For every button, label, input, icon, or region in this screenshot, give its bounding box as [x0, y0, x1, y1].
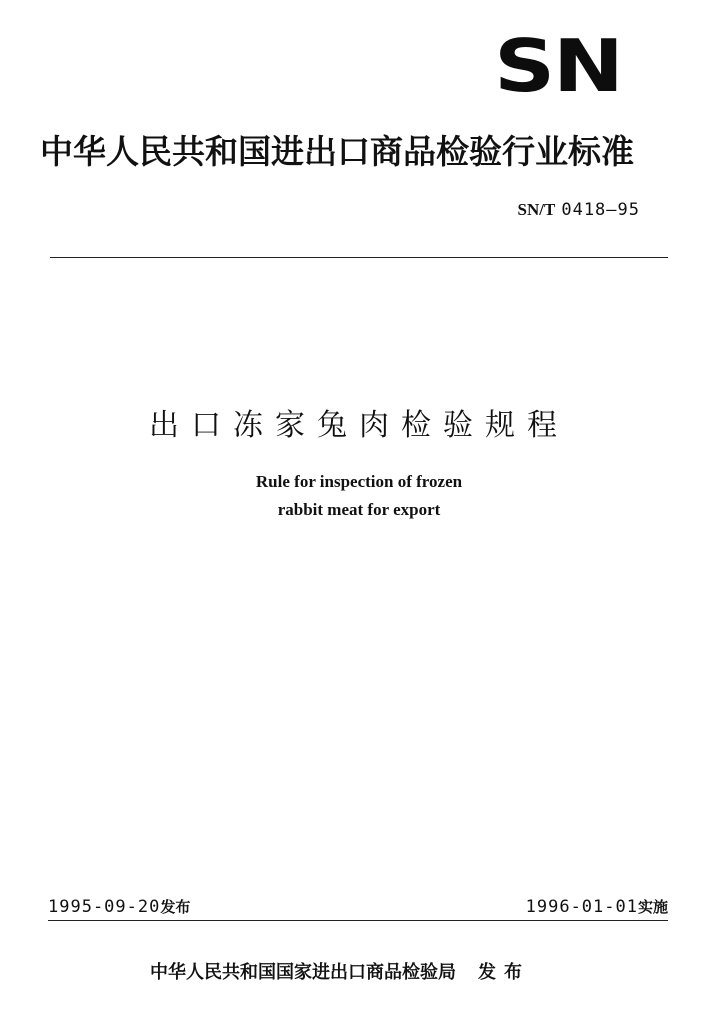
date-row	[48, 896, 668, 922]
issue-date-label: 发布	[160, 898, 191, 916]
issuing-authority	[150, 958, 530, 984]
issue-date	[48, 896, 190, 917]
implementation-date-label: 实施	[637, 898, 668, 916]
implementation-date-value: 1996-01-01	[525, 897, 638, 917]
issue-date-value: 1995-09-20	[48, 897, 161, 917]
top-divider	[50, 257, 668, 258]
english-title-line-2: rabbit meat for export	[277, 500, 441, 519]
industry-standard-title: 中华人民共和国进出口商品检验行业标准	[40, 132, 634, 171]
english-title-line-1: Rule for inspection of frozen	[255, 472, 463, 491]
chinese-title: 出口冻家兔肉检验规程	[149, 408, 569, 443]
issuer-name: 中华人民共和国国家进出口商品检验局	[150, 962, 456, 983]
standard-number	[518, 200, 640, 220]
bottom-divider	[48, 920, 668, 921]
english-title	[0, 468, 702, 524]
standard-number-value: 0418—95	[561, 200, 640, 220]
implementation-date	[526, 896, 668, 917]
issued-label: 发布	[478, 962, 530, 983]
sn-logo: SN	[494, 24, 622, 108]
standard-number-prefix: SN/T	[517, 200, 556, 219]
